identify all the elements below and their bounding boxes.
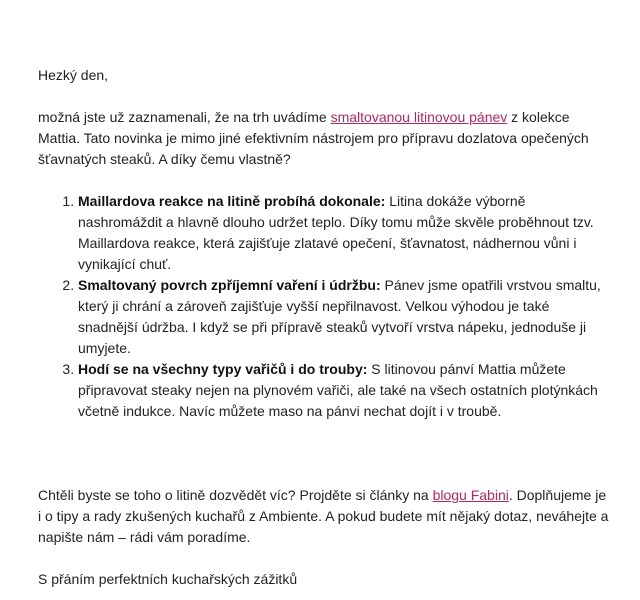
list-item-title: Maillardova reakce na litině probíhá dokonale: (78, 193, 386, 209)
spacer (38, 422, 610, 485)
more-text-after: . Doplňujeme je i o tipy a rady zkušených kuchařů z Ambiente. A pokud budete mít nějaký dotaz, neváhejte a napište nám – rádi vám poradíme. (38, 487, 609, 545)
greeting: Hezký den, (38, 67, 109, 83)
list-item-title: Smaltovaný povrch zpříjemní vaření i údržbu: (78, 277, 381, 293)
more-text-before: Chtěli byste se toho o litině dozvědět víc? Projděte si články na (38, 487, 433, 503)
list-item (78, 191, 610, 275)
closing-line: S přáním perfektních kuchařských zážitků (38, 571, 298, 587)
list-item-text: S litinovou pánví Mattia můžete připravovat steaky nejen na plynovém vařiči, ale také na všech ostatních plotýnkách včetně indukce. Navíc můžete maso na pánvi nechat dojít i v troubě. (78, 361, 598, 419)
list-item (78, 275, 610, 359)
more-info-paragraph (38, 485, 610, 548)
list-item-title: Hodí se na všechny typy vařičů i do trouby: (78, 361, 368, 377)
intro-text-before: možná jste už zaznamenali, že na trh uvádíme (38, 109, 331, 125)
blog-link[interactable]: blogu Fabini (432, 487, 509, 503)
benefits-list (38, 191, 610, 422)
intro-paragraph (38, 107, 610, 170)
list-item (78, 359, 610, 422)
intro-text-after: z kolekce Mattia. Tato novinka je mimo jiné efektivním nástrojem pro přípravu dozlatova opečených šťavnatých steaků. A díky čemu vlastně? (38, 109, 589, 167)
product-link[interactable]: smaltovanou litinovou pánev (330, 109, 508, 125)
list-item-text: Litina dokáže výborně nashromáždit a hlavně dlouho udržet teplo. Díky tomu může skvěle proběhnout tzv. Maillardova reakce, která zajišťuje zlatavé opečení, šťavnatost, nádhernou vůni i vynikající chuť. (78, 193, 594, 272)
list-item-text: Pánev jsme opatřili vrstvou smaltu, který ji chrání a zároveň zajišťuje vyšší nepřilnavost. Velkou výhodou je také snadnější údržba. I když se při přípravě steaků vytvoří vrstva nápeku, jednoduše ji umyjete. (78, 277, 601, 356)
